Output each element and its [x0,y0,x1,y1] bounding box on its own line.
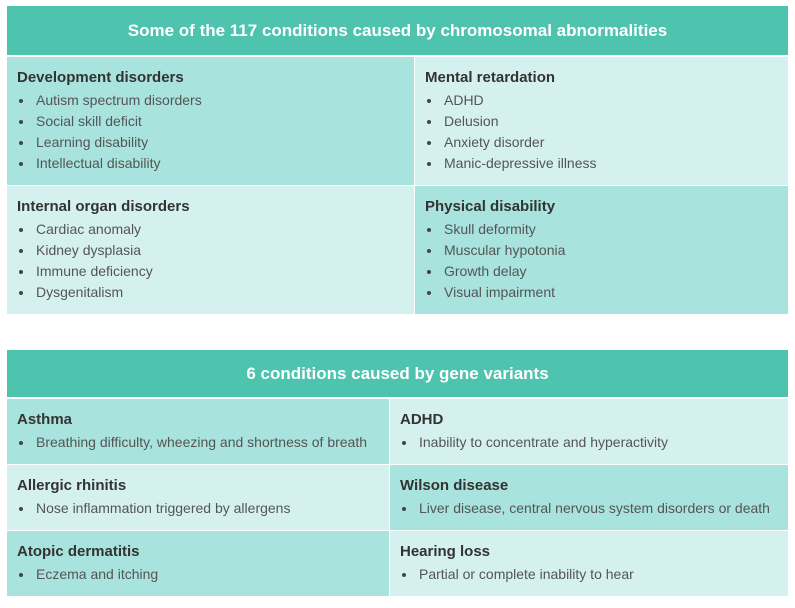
list-item: Breathing difficulty, wheezing and shortness of breath [17,432,379,453]
condition-title: Asthma [17,411,73,428]
condition-title: Atopic dermatitis [17,543,140,560]
list-item: Liver disease, central nervous system disorders or death [400,498,778,519]
condition-cell [390,531,788,596]
symptom-list [400,432,778,453]
list-item: Anxiety disorder [425,132,778,153]
condition-list [425,219,778,303]
list-item: Partial or complete inability to hear [400,564,778,585]
condition-cell [390,399,788,464]
list-item: ADHD [425,90,778,111]
condition-title: Allergic rhinitis [17,477,127,494]
symptom-list [17,564,379,585]
symptom-list [17,498,379,519]
chromosomal-panel-title: Some of the 117 conditions caused by chromosomal abnormalities [7,6,788,57]
list-item: Delusion [425,111,778,132]
condition-cell [7,531,389,596]
gene-variant-panel-title: 6 conditions caused by gene variants [7,350,788,399]
condition-cell [390,465,788,530]
category-title: Internal organ disorders [17,198,190,215]
category-title: Mental retardation [425,69,556,86]
category-title: Development disorders [17,69,184,86]
list-item: Eczema and itching [17,564,379,585]
list-item: Dysgenitalism [17,282,404,303]
condition-title: ADHD [400,411,444,428]
symptom-list [17,432,379,453]
list-item: Visual impairment [425,282,778,303]
list-item: Intellectual disability [17,153,404,174]
list-item: Learning disability [17,132,404,153]
symptom-list [400,498,778,519]
symptom-list [400,564,778,585]
condition-cell [7,399,389,464]
list-item: Manic-depressive illness [425,153,778,174]
list-item: Nose inflammation triggered by allergens [17,498,379,519]
condition-cell [7,465,389,530]
list-item: Muscular hypotonia [425,240,778,261]
category-cell [7,186,414,314]
category-title: Physical disability [425,198,556,215]
condition-title: Wilson disease [400,477,509,494]
list-item: Cardiac anomaly [17,219,404,240]
chromosomal-conditions-panel [7,6,788,314]
condition-list [17,219,404,303]
list-item: Autism spectrum disorders [17,90,404,111]
gene-variant-conditions-panel [7,350,788,596]
list-item: Skull deformity [425,219,778,240]
list-item: Kidney dysplasia [17,240,404,261]
list-item: Growth delay [425,261,778,282]
category-cell [415,57,788,185]
category-cell [415,186,788,314]
chromosomal-grid [7,57,788,314]
condition-list [17,90,404,174]
gene-variant-grid [7,399,788,596]
list-item: Inability to concentrate and hyperactivity [400,432,778,453]
category-cell [7,57,414,185]
condition-title: Hearing loss [400,543,491,560]
list-item: Social skill deficit [17,111,404,132]
condition-list [425,90,778,174]
list-item: Immune deficiency [17,261,404,282]
